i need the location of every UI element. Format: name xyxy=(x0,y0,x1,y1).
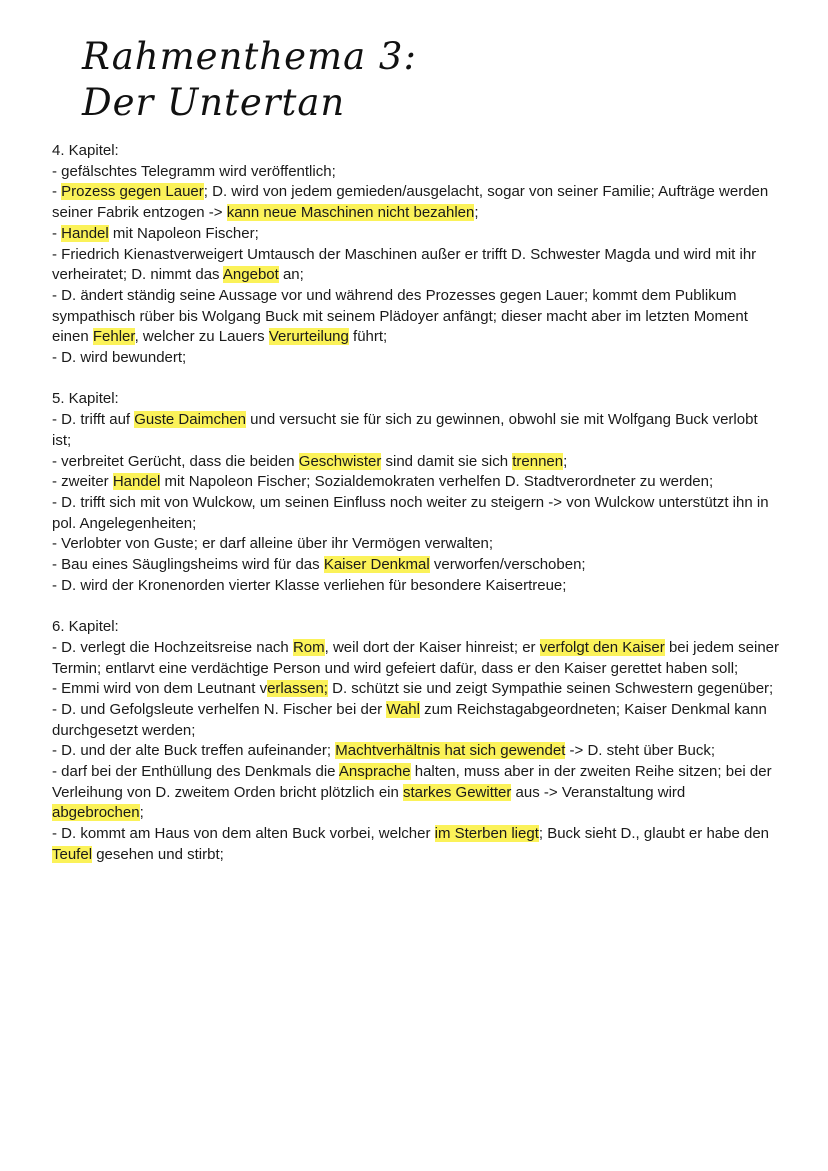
highlighted-text: trennen xyxy=(512,452,564,470)
note-text: D. schützt sie und zeigt Sympathie seinen Schwestern gegenüber; xyxy=(327,680,774,698)
note-item xyxy=(52,472,780,493)
note-item xyxy=(52,700,780,741)
highlighted-text: erlassen; xyxy=(267,680,328,698)
highlighted-text: Machtverhältnis hat sich gewendet xyxy=(335,742,566,760)
note-item xyxy=(52,452,780,473)
note-text: ; xyxy=(474,204,479,222)
note-text: -> D. steht über Buck; xyxy=(565,742,716,760)
highlighted-text: Handel xyxy=(61,224,109,242)
note-text: - D. und Gefolgsleute verhelfen N. Fischer bei der xyxy=(52,700,387,718)
note-item xyxy=(52,762,780,824)
highlighted-text: Verurteilung xyxy=(268,328,349,346)
note-text: - gefälschtes Telegramm wird veröffentlich; xyxy=(52,162,336,180)
note-item xyxy=(52,410,780,451)
highlighted-text: starkes Gewitter xyxy=(403,783,512,801)
highlighted-text: Guste Daimchen xyxy=(134,411,246,429)
note-item xyxy=(52,741,780,762)
note-item xyxy=(52,638,780,679)
highlighted-text: Kaiser Denkmal xyxy=(323,556,430,574)
note-item xyxy=(52,162,780,183)
note-text: gesehen und stirbt; xyxy=(92,845,224,863)
note-text: verworfen/verschoben; xyxy=(429,556,586,574)
note-text: - zweiter xyxy=(52,473,113,491)
note-text: ; Buck sieht D., glaubt er habe den xyxy=(538,825,770,843)
notes-content xyxy=(52,141,780,866)
note-text: - D. trifft sich mit von Wulckow, um seinen Einfluss noch weiter zu steigern -> von Wulckow unterstützt ihn in pol. Angelegenheiten; xyxy=(52,493,769,532)
note-text: - darf bei der Enthüllung des Denkmals die xyxy=(52,763,339,781)
note-text: - D. wird bewundert; xyxy=(52,349,187,367)
note-item xyxy=(52,245,780,286)
highlighted-text: verfolgt den Kaiser xyxy=(539,638,665,656)
highlighted-text: Fehler xyxy=(92,328,135,346)
chapter-heading: 6. Kapitel: xyxy=(52,618,119,636)
note-text: zum Reichstagabgeordneten; Kaiser Denkmal kann durchgesetzt werden; xyxy=(52,700,767,739)
highlighted-text: Teufel xyxy=(52,845,93,863)
note-text: - xyxy=(52,183,62,201)
highlighted-text: Handel xyxy=(112,473,161,491)
handwritten-title xyxy=(82,34,417,126)
note-text: bei jedem seiner Termin; entlarvt eine verdächtige Person und wird gefeiert dafür, dass er den Kaiser gerettet haben soll; xyxy=(52,638,780,677)
note-text: - Emmi wird von dem Leutnant v xyxy=(52,680,268,698)
highlighted-text: Wahl xyxy=(386,700,420,718)
highlighted-text: Rom xyxy=(292,638,325,656)
note-text: ; xyxy=(563,452,568,470)
note-text: mit Napoleon Fischer; xyxy=(108,224,259,242)
highlighted-text: im Sterben liegt xyxy=(434,825,539,843)
highlighted-text: Geschwister xyxy=(298,452,382,470)
note-text: , weil dort der Kaiser hinreist; er xyxy=(324,638,540,656)
note-text: - Bau eines Säuglingsheims wird für das xyxy=(52,556,324,574)
note-text: - D. wird der Kronenorden vierter Klasse verliehen für besondere Kaisertreue; xyxy=(52,576,567,594)
highlighted-text: Angebot xyxy=(222,266,279,284)
highlighted-text: kann neue Maschinen nicht bezahlen xyxy=(226,204,475,222)
note-text: halten, muss aber in der zweiten Reihe sitzen; bei der Verleihung von D. zweitem Orden bricht plötzlich ein xyxy=(52,763,772,801)
note-item xyxy=(52,348,780,369)
note-text: ; xyxy=(139,804,144,822)
note-text: und versucht sie für sich zu gewinnen, obwohl sie mit Wolfgang Buck verlobt ist; xyxy=(52,411,758,449)
chapter-section xyxy=(52,141,780,369)
note-text: - xyxy=(52,224,62,242)
chapter-heading: 4. Kapitel: xyxy=(52,142,119,159)
chapter-section xyxy=(52,617,780,865)
chapter-section xyxy=(52,389,780,596)
highlighted-text: abgebrochen xyxy=(52,804,140,822)
note-item xyxy=(52,534,780,555)
note-item xyxy=(52,555,780,576)
highlighted-text: Ansprache xyxy=(338,763,411,781)
note-text: - D. trifft auf xyxy=(52,411,135,429)
note-text: - Friedrich Kienastverweigert Umtausch der Maschinen außer er trifft D. Schwester Magda und wird mit ihr verheiratet; D. nimmt das xyxy=(52,245,757,284)
note-text: - Verlobter von Guste; er darf alleine über ihr Vermögen verwalten; xyxy=(52,535,494,553)
note-item xyxy=(52,576,780,597)
chapter-heading: 5. Kapitel: xyxy=(52,390,119,408)
note-item xyxy=(52,224,780,245)
title-line-2: Der Untertan xyxy=(82,81,346,124)
note-item xyxy=(52,182,780,223)
note-text: - D. kommt am Haus von dem alten Buck vorbei, welcher xyxy=(52,825,435,843)
note-text: an; xyxy=(278,266,304,284)
note-text: ; D. wird von jedem gemieden/ausgelacht, sogar von seiner Familie; Aufträge werden seiner Fabrik entzogen -> xyxy=(52,183,769,222)
note-text: - verbreitet Gerücht, dass die beiden xyxy=(52,452,299,470)
note-item xyxy=(52,286,780,348)
note-text: aus -> Veranstaltung wird xyxy=(511,783,686,801)
note-text: , welcher zu Lauers xyxy=(134,328,269,346)
note-text: - D. und der alte Buck treffen aufeinander; xyxy=(52,742,336,760)
title-line-1: Rahmenthema 3: xyxy=(82,35,417,78)
note-text: mit Napoleon Fischer; Sozialdemokraten verhelfen D. Stadtverordneter zu werden; xyxy=(160,473,714,491)
note-text: - D. ändert ständig seine Aussage vor und während des Prozesses gegen Lauer; kommt dem Publikum sympathisch rüber bis Wolgang Buck mit seinem Plädoyer anfängt; dieser macht aber im letzten Moment einen xyxy=(52,286,748,346)
note-text: sind damit sie sich xyxy=(381,452,513,470)
note-text: führt; xyxy=(348,328,388,346)
note-item xyxy=(52,493,780,534)
note-text: - D. verlegt die Hochzeitsreise nach xyxy=(52,638,293,656)
note-item xyxy=(52,824,780,865)
highlighted-text: Prozess gegen Lauer xyxy=(61,183,204,201)
note-item xyxy=(52,679,780,700)
